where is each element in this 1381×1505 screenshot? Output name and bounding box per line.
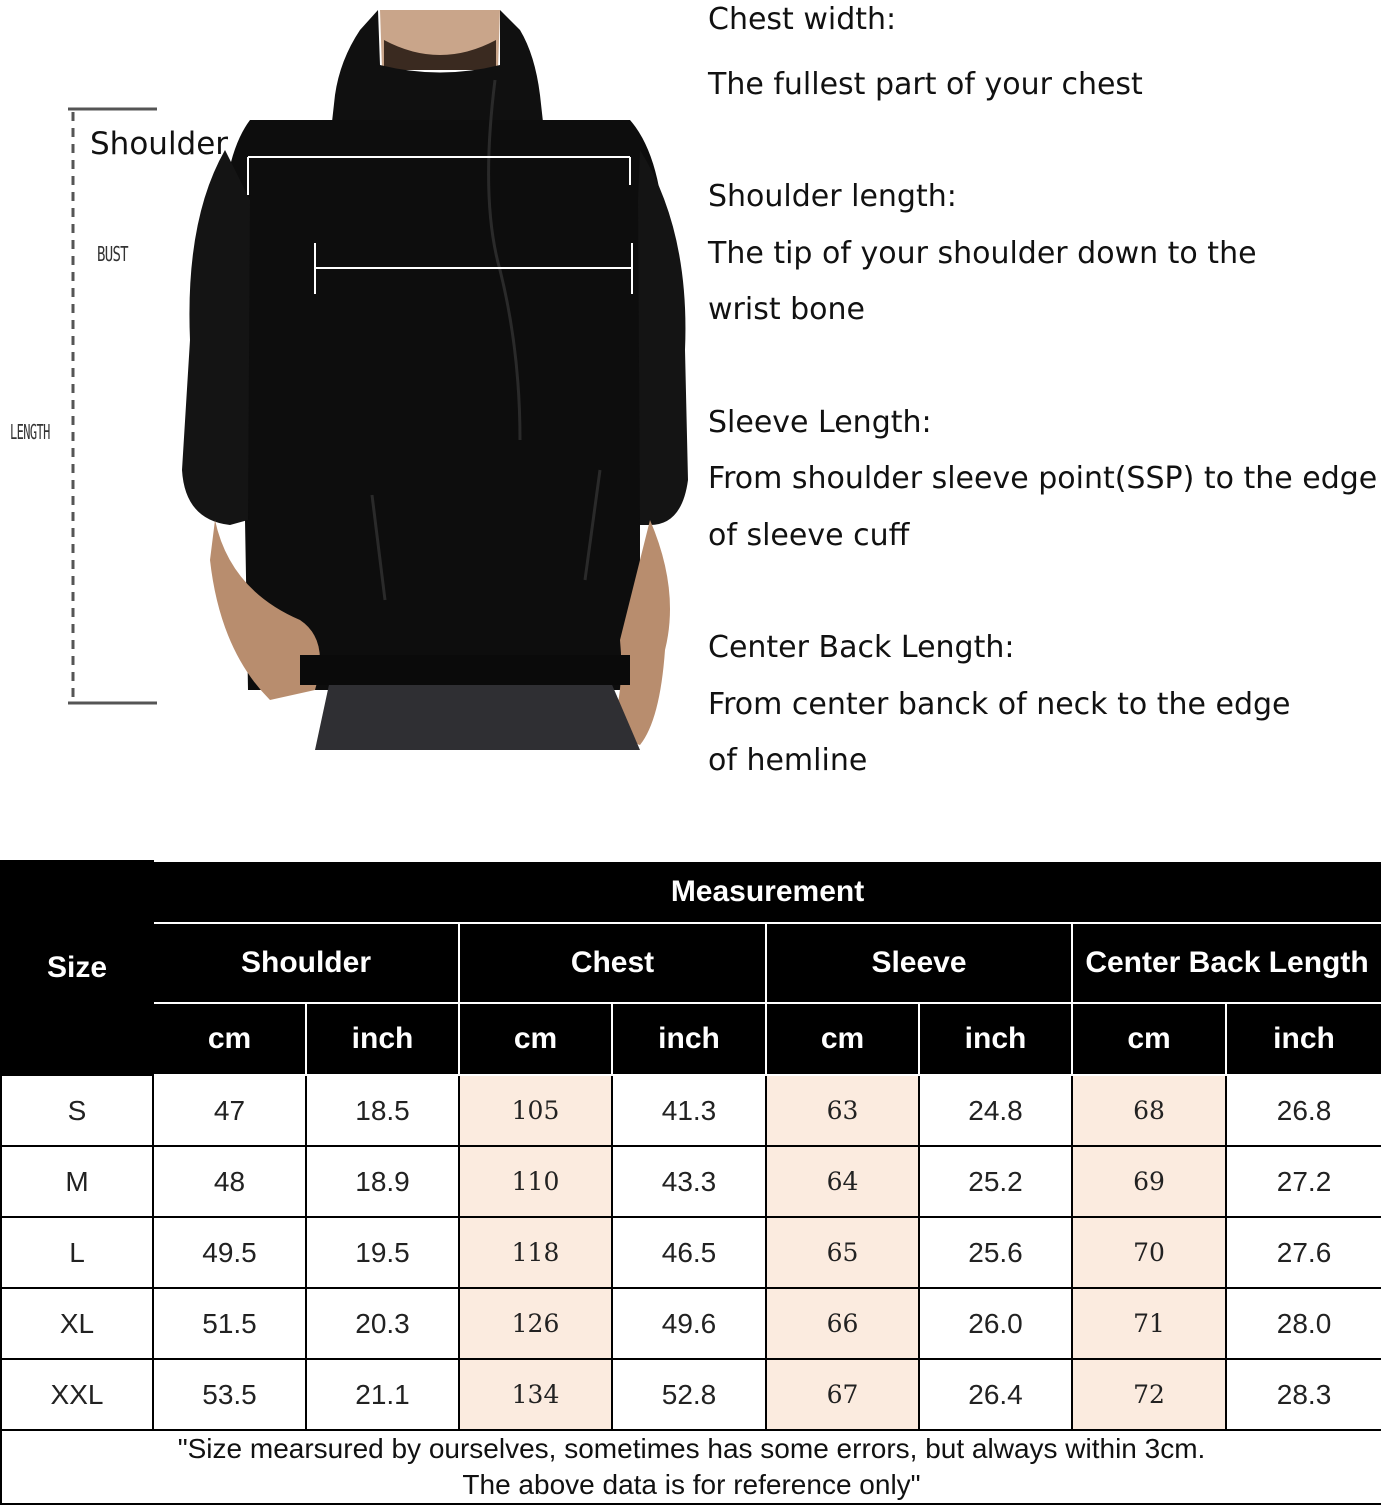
- value-cell: 19.5: [306, 1217, 459, 1288]
- unit-header-inch: inch: [306, 1003, 459, 1075]
- sleeve-length-description: [708, 395, 1381, 565]
- value-cell: 49.6: [612, 1288, 766, 1359]
- value-cell: 67: [766, 1359, 919, 1430]
- value-cell: 18.5: [306, 1075, 459, 1146]
- disclaimer-note: [1, 1430, 1381, 1504]
- measurement-descriptions: [708, 0, 1381, 846]
- unit-header-cm: cm: [153, 1003, 306, 1075]
- unit-header-cm: cm: [459, 1003, 612, 1075]
- size-cell: XXL: [1, 1359, 153, 1430]
- table-row: [1, 1075, 1381, 1146]
- shoulder-group-header: Shoulder: [153, 923, 459, 1003]
- sleeve-group-header: Sleeve: [766, 923, 1072, 1003]
- value-cell: 53.5: [153, 1359, 306, 1430]
- value-cell: 28.0: [1226, 1288, 1381, 1359]
- value-cell: 72: [1072, 1359, 1226, 1430]
- value-cell: 41.3: [612, 1075, 766, 1146]
- value-cell: 118: [459, 1217, 612, 1288]
- description-heading: Shoulder length:: [708, 179, 957, 214]
- value-cell: 110: [459, 1146, 612, 1217]
- description-line: The fullest part of your chest: [708, 66, 1143, 102]
- unit-header-cm: cm: [1072, 1003, 1226, 1075]
- description-line: of hemline: [708, 743, 868, 778]
- garment-diagram: [0, 0, 700, 760]
- unit-header-inch: inch: [1226, 1003, 1381, 1075]
- value-cell: 26.4: [919, 1359, 1072, 1430]
- unit-header-inch: inch: [919, 1003, 1072, 1075]
- chest-width-description: [708, 0, 1381, 113]
- table-row: [1, 1146, 1381, 1217]
- description-line: wrist bone: [708, 292, 866, 327]
- value-cell: 68: [1072, 1075, 1226, 1146]
- description-heading: Center Back Length:: [708, 630, 1015, 665]
- shoulder-label: Shoulder: [90, 126, 229, 162]
- value-cell: 65: [766, 1217, 919, 1288]
- value-cell: 134: [459, 1359, 612, 1430]
- value-cell: 26.0: [919, 1288, 1072, 1359]
- value-cell: 66: [766, 1288, 919, 1359]
- center-back-length-group-header: Center Back Length: [1072, 923, 1381, 1003]
- size-cell: XL: [1, 1288, 153, 1359]
- note-line: The above data is for reference only": [462, 1469, 921, 1500]
- value-cell: 26.8: [1226, 1075, 1381, 1146]
- table-row: [1, 1288, 1381, 1359]
- bust-label: BUST: [97, 242, 128, 266]
- value-cell: 126: [459, 1288, 612, 1359]
- value-cell: 20.3: [306, 1288, 459, 1359]
- value-cell: 46.5: [612, 1217, 766, 1288]
- value-cell: 49.5: [153, 1217, 306, 1288]
- value-cell: 64: [766, 1146, 919, 1217]
- value-cell: 47: [153, 1075, 306, 1146]
- hoodie-illustration: [0, 0, 700, 760]
- note-line: "Size mearsured by ourselves, sometimes has some errors, but always within 3cm.: [177, 1433, 1206, 1464]
- value-cell: 27.2: [1226, 1146, 1381, 1217]
- measurement-header: Measurement: [153, 861, 1381, 923]
- table-row: [1, 1217, 1381, 1288]
- table-row: [1, 1359, 1381, 1430]
- note-row: [1, 1430, 1381, 1504]
- size-cell: M: [1, 1146, 153, 1217]
- unit-header-inch: inch: [612, 1003, 766, 1075]
- description-heading: Sleeve Length:: [708, 404, 932, 440]
- description-heading: Chest width:: [708, 2, 897, 37]
- value-cell: 18.9: [306, 1146, 459, 1217]
- value-cell: 52.8: [612, 1359, 766, 1430]
- value-cell: 69: [1072, 1146, 1226, 1217]
- value-cell: 48: [153, 1146, 306, 1217]
- unit-header-cm: cm: [766, 1003, 919, 1075]
- value-cell: 71: [1072, 1288, 1226, 1359]
- length-measure-bracket: [68, 109, 157, 703]
- value-cell: 25.6: [919, 1217, 1072, 1288]
- description-line: The tip of your shoulder down to the: [708, 235, 1257, 271]
- value-cell: 27.6: [1226, 1217, 1381, 1288]
- size-cell: L: [1, 1217, 153, 1288]
- value-cell: 51.5: [153, 1288, 306, 1359]
- chest-group-header: Chest: [459, 923, 766, 1003]
- value-cell: 63: [766, 1075, 919, 1146]
- size-cell: S: [1, 1075, 153, 1146]
- center-back-length-description: [708, 620, 1381, 790]
- description-line: From center banck of neck to the edge: [708, 686, 1291, 722]
- value-cell: 28.3: [1226, 1359, 1381, 1430]
- shoulder-length-description: [708, 169, 1381, 339]
- value-cell: 43.3: [612, 1146, 766, 1217]
- value-cell: 21.1: [306, 1359, 459, 1430]
- description-line: of sleeve cuff: [708, 517, 910, 553]
- value-cell: 25.2: [919, 1146, 1072, 1217]
- size-column-header: Size: [1, 861, 153, 1075]
- value-cell: 24.8: [919, 1075, 1072, 1146]
- value-cell: 70: [1072, 1217, 1226, 1288]
- length-label: LENGTH: [10, 420, 50, 444]
- size-chart-table: [0, 860, 1381, 1505]
- value-cell: 105: [459, 1075, 612, 1146]
- description-line: From shoulder sleeve point(SSP) to the edge: [708, 461, 1378, 496]
